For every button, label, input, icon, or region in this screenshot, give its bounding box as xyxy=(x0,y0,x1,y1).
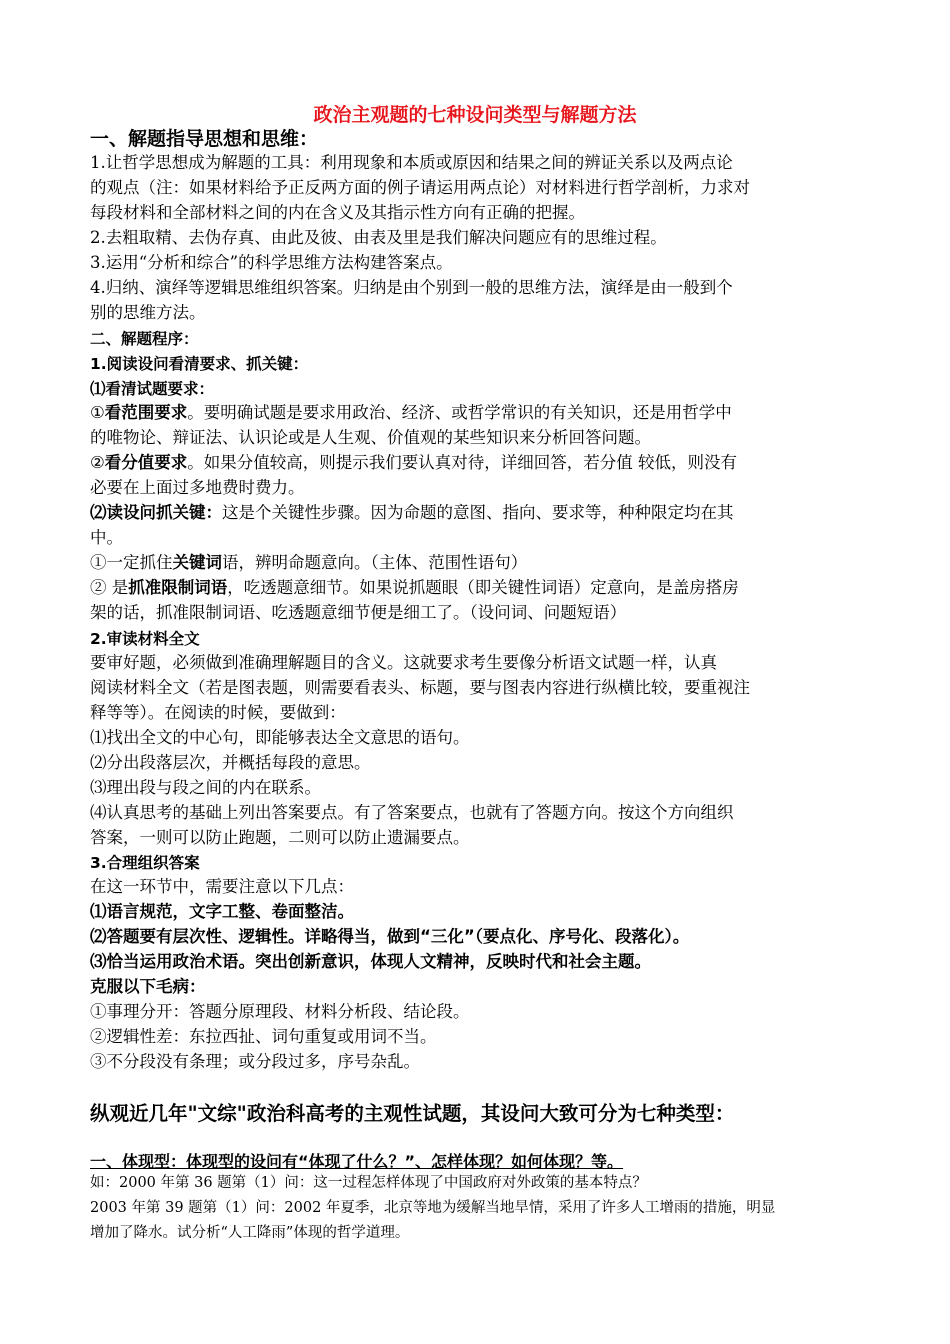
step3-fix1: ①事理分开：答题分原理段、材料分析段、结论段。 xyxy=(90,1002,470,1021)
restrict-words-line2: 架的话，抓准限制词语、吃透题意细节便是细工了。（设问词、问题短语） xyxy=(90,603,627,622)
score-requirement-label: 看分值要求 xyxy=(104,453,188,472)
section1-p2: 2.去粗取精、去伪存真、由此及彼、由表及里是我们解决问题应有的思维过程。 xyxy=(90,228,667,247)
document-title: 政治主观题的七种设问类型与解题方法 xyxy=(313,104,637,126)
section2-heading: 二、解题程序： xyxy=(90,330,199,348)
scope-requirement-text: 。要明确试题是要求用政治、经济、或哲学常识的有关知识，还是用哲学中 xyxy=(187,403,732,422)
scope-requirement-line1 xyxy=(90,400,862,425)
score-requirement-line2: 必要在上面过多地费时费力。 xyxy=(90,478,305,497)
type1-heading: 一、体现型：体现型的设问有“体现了什么？”、怎样体现？如何体现？等。 xyxy=(90,1152,624,1171)
step3-heading: 3.合理组织答案 xyxy=(90,854,200,872)
section1-p4-line1: 4.归纳、演绎等逻辑思维组织答案。归纳是由个别到一般的思维方法，演绎是由一般到个 xyxy=(90,278,733,297)
read-question-line2: 中。 xyxy=(90,528,123,547)
scope-requirement-line2: 的唯物论、辩证法、认识论或是人生观、价值观的某些知识来分析回答问题。 xyxy=(90,428,651,447)
keyword-prefix: ①一定抓住 xyxy=(90,553,173,572)
section1-p1-line3: 每段材料和全部材料之间的内在含义及其指示性方向有正确的把握。 xyxy=(90,203,585,222)
section1-p4-line2: 别的思维方法。 xyxy=(90,303,206,322)
step2-text-line2: 阅读材料全文（若是图表题，则需要看表头、标题，要与图表内容进行纵横比较，要重视注 xyxy=(90,678,750,697)
step2-item4-line1: ⑷认真思考的基础上列出答案要点。有了答案要点，也就有了答题方向。按这个方向组织 xyxy=(90,803,734,822)
step1-heading: 1.阅读设问看清要求、抓关键： xyxy=(90,355,309,373)
type1-example1: 如：2000 年第 36 题第（1）问：这一过程怎样体现了中国政府对外政策的基本特点？ xyxy=(90,1175,647,1191)
score-requirement-line1 xyxy=(90,450,862,475)
step3-item2: ⑵答题要有层次性、逻辑性。详略得当，做到“三化”（要点化、序号化、段落化）。 xyxy=(90,927,690,946)
circled-two: ② xyxy=(90,453,105,472)
restrict-words-line1 xyxy=(90,575,862,600)
step2-item3: ⑶理出段与段之间的内在联系。 xyxy=(90,778,321,797)
read-question-label: ⑵读设问抓关键： xyxy=(90,503,222,522)
type1-example2-line2: 增加了降水。试分析“人工降雨”体现的哲学道理。 xyxy=(90,1225,410,1241)
step3-fix2: ②逻辑性差：东拉西扯、词句重复或用词不当。 xyxy=(90,1027,437,1046)
step2-item4-line2: 答案，一则可以防止跑题，二则可以防止遗漏要点。 xyxy=(90,828,470,847)
type1-example2-line1: 2003 年第 39 题第（1）问：2002 年夏季，北京等地为缓解当地旱情，采用了许多人工增雨的措施，明显 xyxy=(90,1200,776,1216)
step2-text-line1: 要审好题，必须做到准确理解题目的含义。这就要求考生要像分析语文试题一样，认真 xyxy=(90,653,717,672)
restrict-text: ，吃透题意细节。如果说抓题眼（即关键性词语）定意向，是盖房搭房 xyxy=(227,578,739,597)
keyword-label: 关键词 xyxy=(172,553,222,572)
step2-item2: ⑵分出段落层次，并概括每段的意思。 xyxy=(90,753,371,772)
scope-requirement-label: 看范围要求 xyxy=(104,403,188,422)
section1-p1-line2: 的观点（注：如果材料给予正反两方面的例子请运用两点论）对材料进行哲学剖析，力求对 xyxy=(90,178,750,197)
overview-heading: 纵观近几年"文综"政治科高考的主观性试题，其设问大致可分为七种类型： xyxy=(90,1102,735,1125)
read-question-text: 这是个关键性步骤。因为命题的意图、指向、要求等，种种限定均在其 xyxy=(222,503,734,522)
step2-item1: ⑴找出全文的中心句，即能够表达全文意思的语句。 xyxy=(90,728,470,747)
step1a-heading: ⑴看清试题要求： xyxy=(90,380,215,398)
read-question-line1 xyxy=(90,500,862,525)
section1-heading: 一、解题指导思想和思维： xyxy=(90,128,319,150)
restrict-label: 抓准限制词语 xyxy=(128,578,228,597)
step3-intro: 在这一环节中，需要注意以下几点： xyxy=(90,877,354,896)
keyword-text: 语，辨明命题意向。（主体、范围性语句） xyxy=(222,553,528,572)
step3-fix3: ③不分段没有条理；或分段过多，序号杂乱。 xyxy=(90,1052,420,1071)
keyword-item xyxy=(90,550,862,575)
score-requirement-text: 。如果分值较高，则提示我们要认真对待，详细回答，若分值 较低，则没有 xyxy=(187,453,738,472)
step3-item3: ⑶恰当运用政治术语。突出创新意识，体现人文精神，反映时代和社会主题。 xyxy=(90,952,651,971)
step3-overcome: 克服以下毛病： xyxy=(90,977,206,996)
step2-text-line3: 释等等）。在阅读的时候，要做到： xyxy=(90,703,346,722)
section1-p3: 3.运用“分析和综合”的科学思维方法构建答案点。 xyxy=(90,253,453,272)
step2-heading: 2.审读材料全文 xyxy=(90,630,200,648)
circled-one: ① xyxy=(90,403,105,422)
restrict-prefix: ② 是 xyxy=(90,578,129,597)
section1-p1-line1: 1.让哲学思想成为解题的工具：利用现象和本质或原因和结果之间的辨证关系以及两点论 xyxy=(90,153,733,172)
step3-item1: ⑴语言规范，文字工整、卷面整洁。 xyxy=(90,902,354,921)
